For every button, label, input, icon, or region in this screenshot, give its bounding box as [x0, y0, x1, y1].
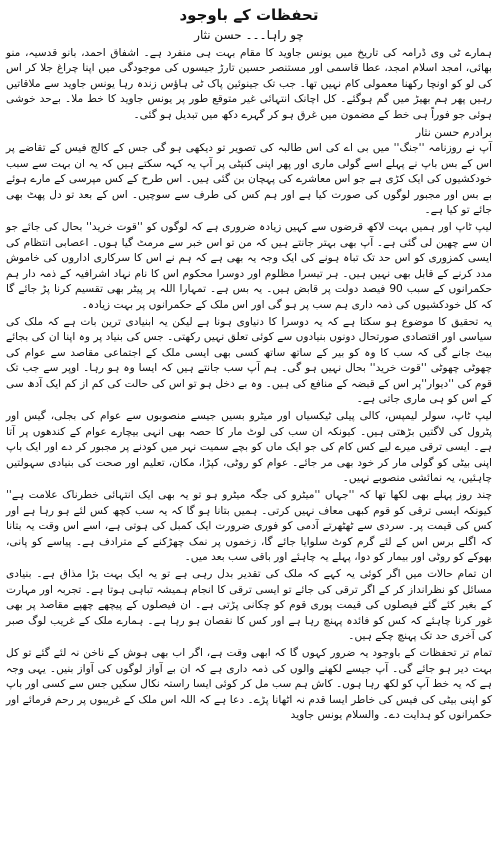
column-body [6, 46, 492, 723]
letter-paragraph: آپ نے روزنامہ ''جنگ'' میں بی اے کی اس طالبہ کی تصویر تو دیکھی ہو گی جس کے کالج فیس کے تقاضے پر اس کے بس باپ نے پہلے اسے گولی ماری اور پھر اپنی کنپٹی پر آپ یہ کہہ سکتے ہیں کہ یہ ان بہت سے سبب خودکشیوں کی ایک کڑی ہے جو اس معاشرے کی پہچان بن گئی ہیں۔ اس طرح کے کس مپرسی کے مارے ہوئے بے بس اور مجبور لوگوں کی صورت کیا ہے اور ہم کس کی طرف سے سوچیں۔ اس کے بعد تو دل پھٹ بھی جائے تو کیا ہے۔ [6, 142, 492, 217]
letter-paragraph: چند روز پہلے بھی لکھا تھا کہ ''جہاں ''میٹرو کی جگہ میٹرو ہو تو یہ بھی ایک انتہائی خطرناک علامت ہے'' کیونکہ ایسی ترقی کو قوم کبھی معاف نہیں کرتی۔ ہمیں بتانا ہو گا کہ یہ سب کچھ کس لئے ہو رہا ہے اور کس کی قیمت پر۔ سردی سے ٹھٹھرتے آدمی کو فوری ضرورت ایک کمبل کی ہوتی ہے، اسے اس وقت یہ بتانا کہ اگلے برس اس کے لئے گرم کوٹ سلوایا جائے گا، زخموں پر نمک چھڑکنے کے مترادف ہے۔ پیاسے کو پانی، بھوکے کو روٹی اور بیمار کو دوا، پہلے یہ چاہئے اور باقی سب بعد میں۔ [6, 489, 492, 563]
letter-paragraph: یہ تحقیق کا موضوع ہو سکتا ہے کہ یہ دوسرا کا دنیاوی ہونا ہے لیکن یہ ابنیادی ترین بات ہے کہ ملک کی سیاسی اور اقتصادی صورتحال دونوں بنیادوں سے کوئی تعلق نہیں رکھتی۔ جس کی بنیاد پر وہ اپنا ان کی بجائے بیٹ جانے گی کہ سب کا وہ کو بیر کے ساتھ ساتھ کسی بھی ایسی ملک کے اجتماعی مقاصد سے عوام کی چھوٹی چھوٹی ''قوت خرید'' بحال نہیں ہو گی۔ ہم آپ سب جانتے ہیں کہ ایسا وہ ہو رہا۔ اوپر سے جب تک قوم کی ''دیوار''پر اس کے قبضہ کے منافع کی ہیں۔ وہ بے دخل ہو تو اس کی حالت کی کم از کم ایک آدھ سی کے اس کو ہی ماری جاتی ہے۔ [6, 315, 492, 405]
intro-paragraph: ہمارے ٹی وی ڈرامہ کی تاریخ میں یونس جاوید کا مقام بہت ہی منفرد ہے۔ اشفاق احمد، بانو قدسیہ، منو بھائی، امجد اسلام امجد، عطا قاسمی اور مستنصر حسین تارڑ جیسوں کی موجودگی میں اپنا چراغ جلا کر اس کی لو کو اونچا رکھنا معمولی کام نہیں تھا۔ جب تک جینوئین پاک ٹی ہاؤس زندہ رہا یونس جاوید سے ملاقاتیں رہیں پھر ہم بھیڑ میں گم ہوگئے۔ کل اچانک انتہائی غیر متوقع طور پر یونس جاوید کا خط ملا۔ بےحد خوشی ہوئی جو فوراً ہی خط کے مضمون میں غرق ہو کر گہرے دکھ میں تبدیل ہو گئی۔ [6, 47, 492, 121]
column-title: تحفظات کے باوجود [179, 6, 319, 24]
column-byline: چو راہا۔۔۔ حسن نثار [194, 28, 304, 42]
letter-paragraph: ان تمام حالات میں اگر کوئی یہ کہے کہ ملک کی تقدیر بدل رہی ہے تو یہ ایک بہت بڑا مذاق ہے۔ بنیادی مسائل کو نظرانداز کر کے اگر ترقی کی جائے تو ایسی ترقی کا انجام ہمیشہ تباہی ہوتا ہے۔ تجربہ اور مہارت کے بغیر کئے گئے فیصلوں کی قیمت پوری قوم کو چکانی پڑتی ہے۔ ان فیصلوں کے پیچھے چھپے مقاصد پر بھی غور کرنا چاہئے کہ کس کو فائدہ پہنچ رہا ہے اور کس کا نقصان ہو رہا ہے۔ ہمارے ملک کے غریب لوگ صبر کی آخری حد تک پہنچ چکے ہیں۔ [6, 568, 492, 643]
letter-paragraph: لیپ ٹاپ اور ہمیں بہت لاکھ قرضوں سے کہیں زیادہ ضروری ہے کہ لوگوں کو ''قوت خرید'' بحال کی جائے جو ان سے چھین لی گئی ہے۔ آپ بھی بہتر جانتے ہیں کہ من تو اس خبر سے مرمٹ گیا ہوں۔ اعصابی انتظام کی ایسی کمزوری کو اس حد تک تباہ ہونے کی ایک وجہ یہ بھی ہے کہ ہم نے اس کا سرکاری اداروں کی خاموش مدد کرنے کے قابل بھی نہیں ہیں۔ ہر تیسرا مظلوم اور دوسرا محکوم اس کا نام نہاد اشرافیہ کے ذمہ دار ہم حکمرانوں کے سبب 90 فیصد دولت پر قابض ہیں۔ یہ بس ہے۔ تمہارا اللہ پر پیٹر بھی تقسیم کرنا پڑ جائے گا کہ کل خودکشیوں کی ذمہ داری ہم سب پر ہو گی اور اس ملک کے حکمرانوں پر بہت زیادہ۔ [6, 221, 492, 311]
letter-salutation: برادرم حسن نثار [415, 126, 492, 140]
letter-paragraph: تمام تر تحفظات کے باوجود یہ ضرور کہوں گا کہ ابھی وقت ہے، اگر اب بھی ہوش کے ناخن نہ لئے گئے تو کل بہت دیر ہو جائے گی۔ آپ جیسے لکھنے والوں کی ذمہ داری ہے کہ ان بے آواز لوگوں کی آواز بنیں۔ یہی وجہ ہے کہ یہ خط آپ کو لکھ رہا ہوں۔ کاش ہم سب مل کر کوئی ایسا راستہ نکال سکیں جس سے کسی اور باپ کو اپنی بیٹی کی فیس کی خاطر ایسا قدم نہ اٹھانا پڑے۔ دعا ہے کہ اللہ اس ملک کے غریبوں پر رحم فرمائے اور حکمرانوں کو ہدایت دے۔ والسلام یونس جاوید [6, 647, 492, 722]
letter-paragraph: لیپ ٹاپ، سولر لیمپس، کالی پیلی ٹیکسیاں اور میٹرو بسیں جیسے منصوبوں سے عوام کی بجلی، گیس اور پٹرول کی لاگتیں بڑھتی ہیں۔ کیونکہ ان سب کی لوٹ مار کا حصہ بھی انہی بیچارے عوام کے کندھوں پر آتا ہے۔ ایسی ترقی میرے لیے کس کام کی جو ایک ماں کو بچے سمیت نہر میں کودنے پر مجبور کر دے اور ایک باپ اپنی بیٹی کو گولی مار کر خود بھی مر جائے۔ عوام کو روٹی، کپڑا، مکان، تعلیم اور صحت کی بنیادی سہولتیں چاہئیں، یہ نمائشی منصوبے نہیں۔ [6, 410, 492, 484]
